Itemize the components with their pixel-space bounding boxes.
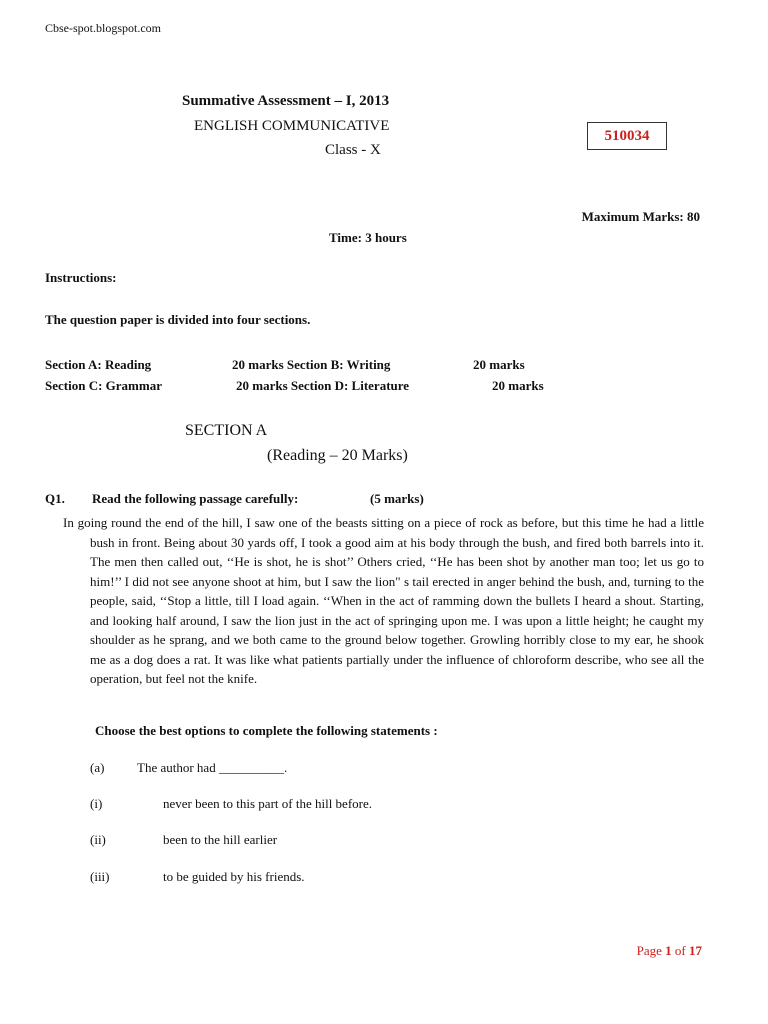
sub-question-label: (a) [90, 760, 105, 775]
question-instruction: Read the following passage carefully: [92, 491, 299, 506]
question-marks: (5 marks) [370, 491, 424, 506]
section-row-left: Section C: Grammar [45, 378, 162, 393]
option-text: never been to this part of the hill before. [163, 796, 373, 811]
choose-instruction: Choose the best options to complete the following statements : [95, 723, 438, 738]
question-number: Q1. [45, 491, 65, 506]
option-label: (i) [90, 796, 103, 811]
instructions-label: Instructions: [45, 270, 117, 285]
sub-question-text: The author had __________. [137, 760, 288, 775]
page-number [637, 943, 702, 959]
option-label: (iii) [90, 869, 110, 884]
section-subtitle: (Reading – 20 Marks) [267, 447, 408, 464]
section-row-right: 20 marks [492, 378, 544, 393]
option-text: to be guided by his friends. [163, 869, 305, 884]
subject-title: ENGLISH COMMUNICATIVE [194, 118, 390, 134]
section-row-mid: 20 marks Section D: Literature [236, 378, 410, 393]
current-page: 1 [665, 943, 672, 958]
section-title: SECTION A [185, 422, 268, 439]
reading-passage: In going round the end of the hill, I saw one of the beasts sitting on a piece of rock as before, but this time he had a little bush in front. Being about 30 yards off, I took a good aim at his body through the bush, and fired both barrels into it. The men then called out, ‘‘He is shot, he is shot’’ Others cried, ‘‘He has been shot by another man too; let us go to him!’’ I did not see anyone shoot at him, but I saw the lion" s tail erected in anger behind the bush, and, turning to the people, said, ‘‘Stop a little, till I load again. ‘‘When in the act of ramming down the bullets I heard a shout. Starting, and looking half around, I saw the lion just in the act of springing upon me. I was upon a little height; he caught my shoulder as he sprang, and we both came to the ground below together. Growling horribly close to my ear, he shook me as a dog does a rat. It was like what patients partially under the influence of chloroform describe, who see all the operation, but feel not the knife. [63, 515, 704, 686]
section-row-mid: 20 marks Section B: Writing [232, 357, 391, 372]
page-word: Page [636, 943, 662, 958]
option-label: (ii) [90, 832, 106, 847]
maximum-marks: Maximum Marks: 80 [581, 209, 700, 224]
exam-title: Summative Assessment – I, 2013 [182, 93, 390, 109]
total-pages: 17 [689, 943, 702, 958]
section-row-right: 20 marks [473, 357, 525, 372]
of-word: of [674, 943, 686, 958]
section-row-left: Section A: Reading [45, 357, 152, 372]
time-allowed: Time: 3 hours [329, 230, 407, 245]
site-url: Cbse-spot.blogspot.com [45, 21, 161, 35]
paper-code-box [587, 122, 667, 150]
paper-code: 510034 [604, 127, 650, 144]
instructions-divided: The question paper is divided into four sections. [45, 312, 311, 327]
option-text: been to the hill earlier [163, 832, 278, 847]
class-label: Class - X [325, 142, 381, 158]
